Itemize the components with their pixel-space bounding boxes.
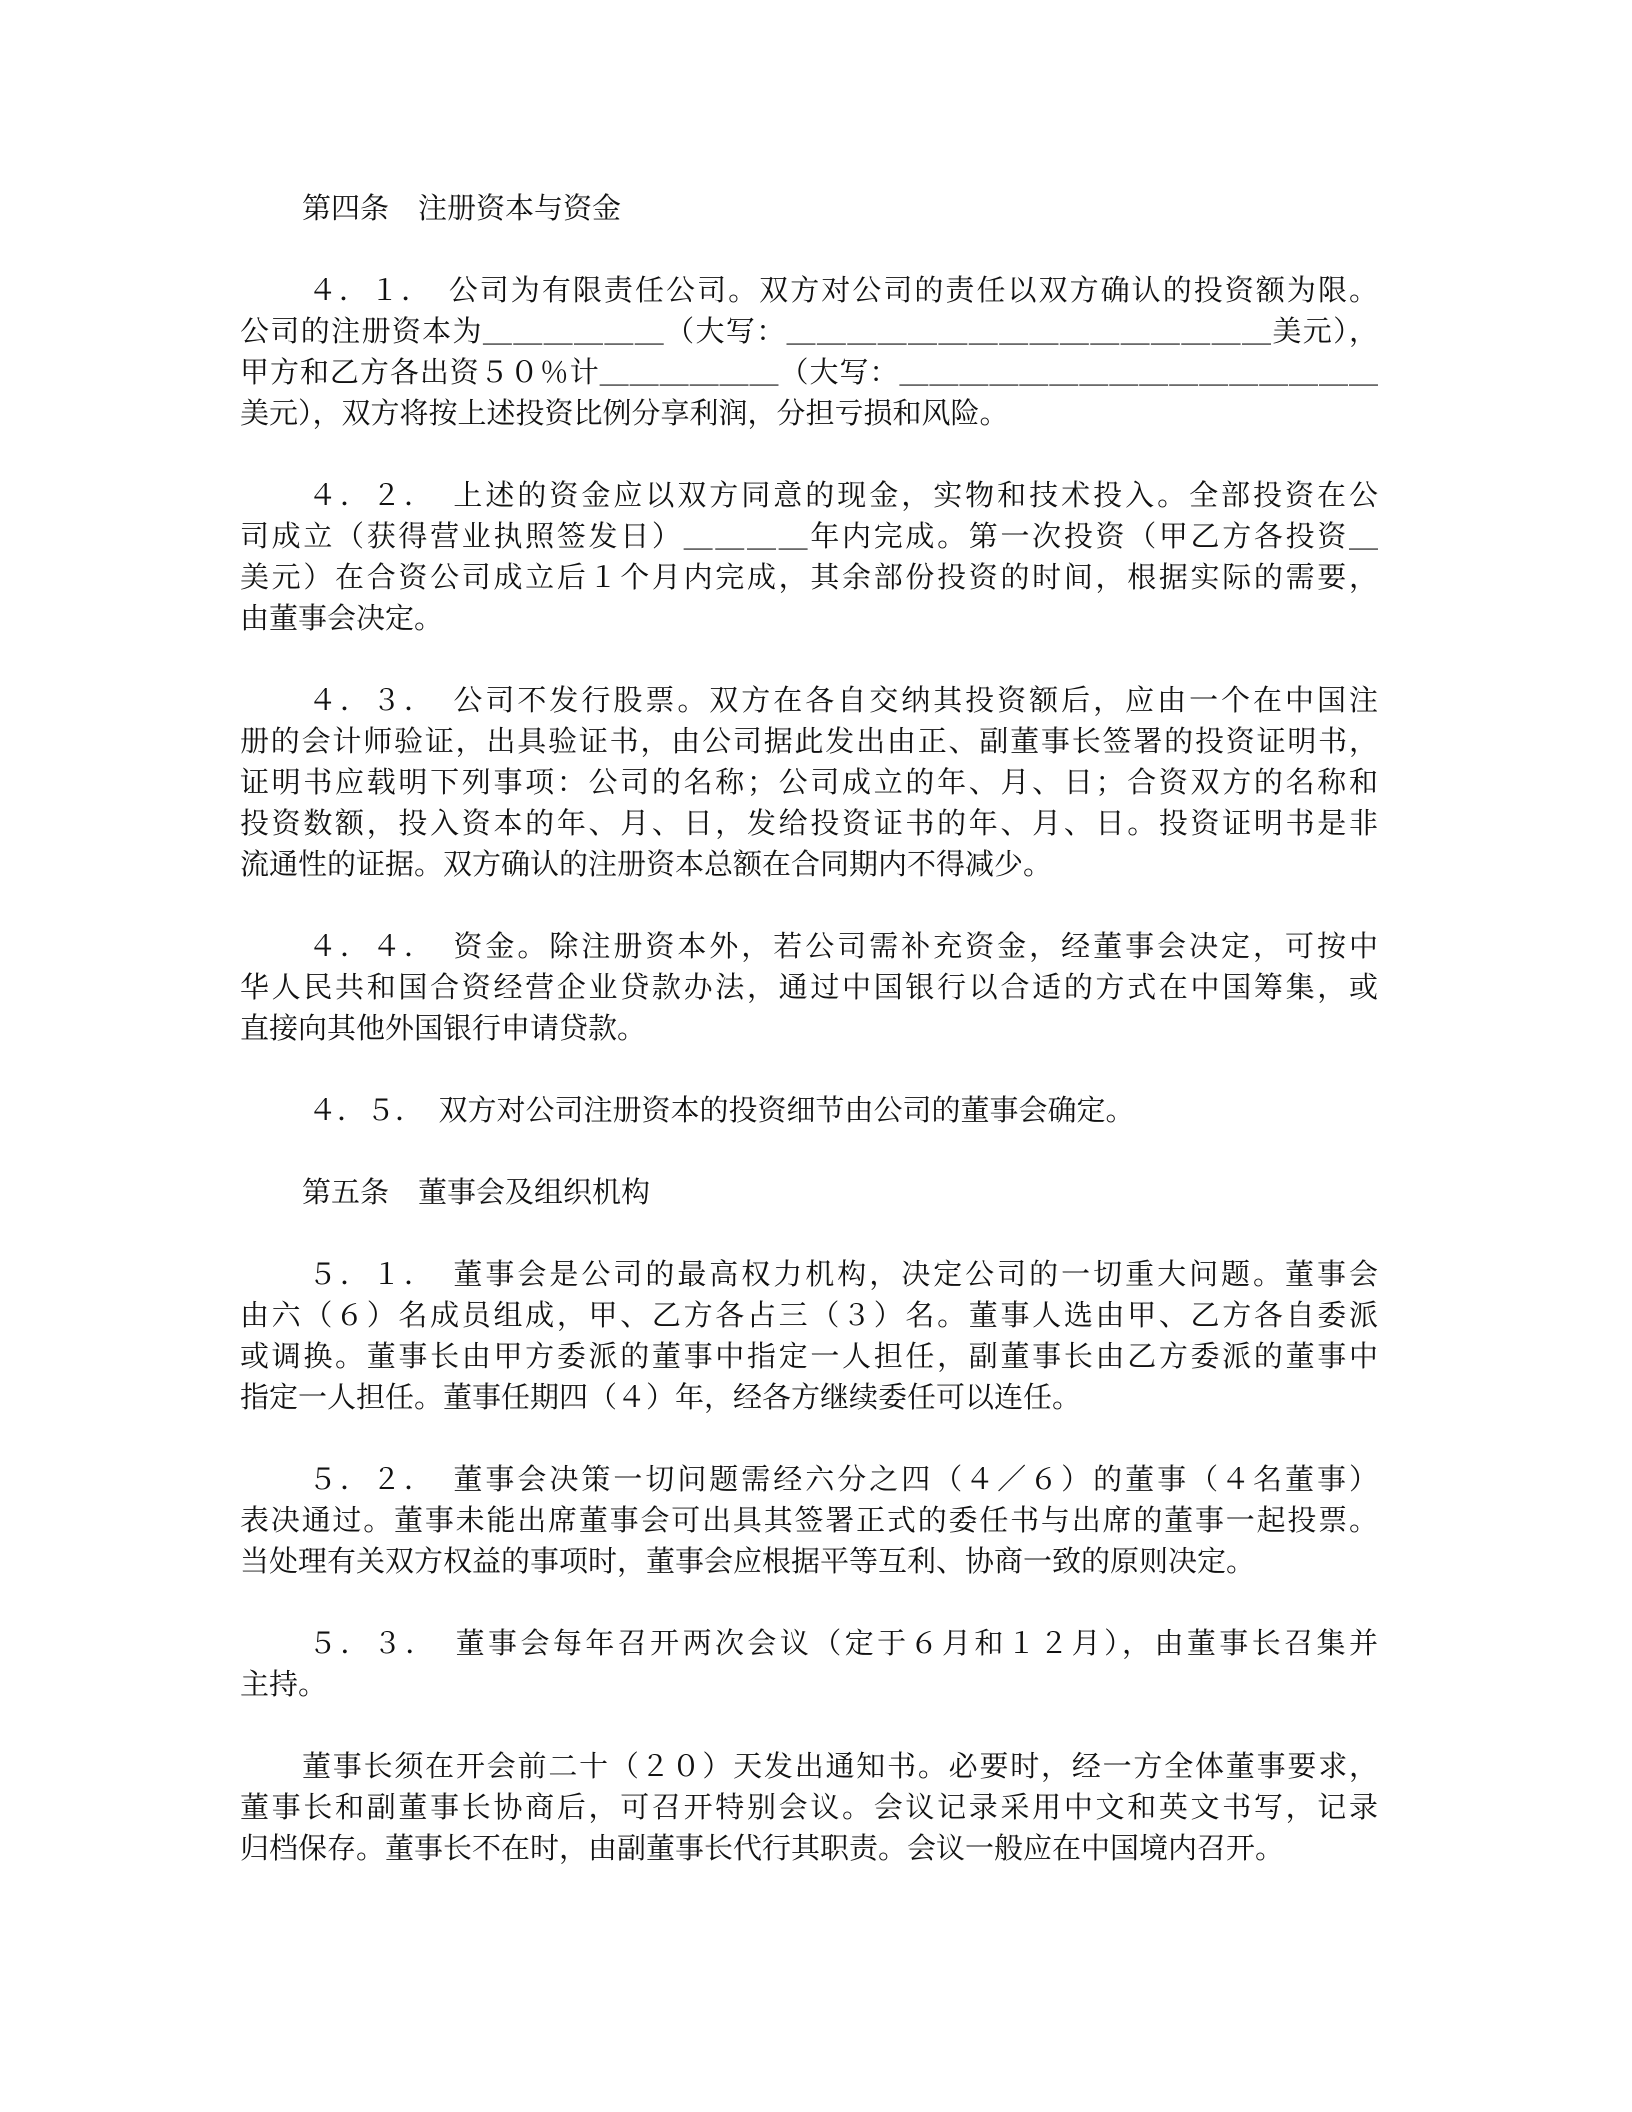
clause-line: 甲方和乙方各出资５０％计＿＿＿＿＿＿（大写：＿＿＿＿＿＿＿＿＿＿＿＿＿＿＿＿ [240, 355, 1378, 389]
clause-line: 司成立（获得营业执照签发日）＿＿＿＿年内完成。第一次投资（甲乙方各投资＿ [240, 519, 1378, 553]
clause-4-1 [240, 270, 1378, 434]
clause-4-4 [240, 926, 1378, 1049]
clause-4-5 [240, 1090, 1378, 1131]
clause-line: ４．４． 资金。除注册资本外，若公司需补充资金，经董事会决定，可按中 [308, 929, 1378, 963]
clause-line: 由六（６）名成员组成，甲、乙方各占三（３）名。董事人选由甲、乙方各自委派 [240, 1298, 1378, 1332]
clause-line: ５．１． 董事会是公司的最高权力机构，决定公司的一切重大问题。董事会 [308, 1257, 1378, 1291]
clause-4-2 [240, 475, 1378, 639]
clause-line: ５．２． 董事会决策一切问题需经六分之四（４／６）的董事（４名董事） [308, 1462, 1378, 1496]
clause-5-3 [240, 1623, 1378, 1705]
clause-line: ４．５． 双方对公司注册资本的投资细节由公司的董事会确定。 [308, 1093, 1135, 1127]
clause-line: 证明书应载明下列事项：公司的名称；公司成立的年、月、日；合资双方的名称和 [240, 765, 1378, 799]
clause-line: 主持。 [240, 1667, 328, 1701]
clause-line: 直接向其他外国银行申请贷款。 [240, 1011, 647, 1045]
clause-line: ４．１． 公司为有限责任公司。双方对公司的责任以双方确认的投资额为限。 [308, 273, 1378, 307]
clause-4-3 [240, 680, 1378, 885]
clause-5-3-continued [240, 1746, 1378, 1869]
clause-line: 投资数额，投入资本的年、月、日，发给投资证书的年、月、日。投资证明书是非 [240, 806, 1378, 840]
clause-line: 指定一人担任。董事任期四（４）年，经各方继续委任可以连任。 [240, 1380, 1082, 1414]
clause-line: 由董事会决定。 [240, 601, 444, 635]
clause-line: 董事长须在开会前二十（２０）天发出通知书。必要时，经一方全体董事要求， [302, 1749, 1378, 1783]
clause-line: 或调换。董事长由甲方委派的董事中指定一人担任，副董事长由乙方委派的董事中 [240, 1339, 1378, 1373]
clause-line: 华人民共和国合资经营企业贷款办法，通过中国银行以合适的方式在中国筹集，或 [240, 970, 1378, 1004]
article-4-heading: 第四条 注册资本与资金 [302, 191, 622, 225]
clause-line: 董事长和副董事长协商后，可召开特别会议。会议记录采用中文和英文书写，记录 [240, 1790, 1378, 1824]
clause-line: 归档保存。董事长不在时，由副董事长代行其职责。会议一般应在中国境内召开。 [240, 1831, 1285, 1865]
clause-line: 当处理有关双方权益的事项时，董事会应根据平等互利、协商一致的原则决定。 [240, 1544, 1256, 1578]
clause-line: 表决通过。董事未能出席董事会可出具其签署正式的委任书与出席的董事一起投票。 [240, 1503, 1378, 1537]
document-page [240, 188, 1378, 1910]
clause-line: 美元）在合资公司成立后１个月内完成，其余部份投资的时间，根据实际的需要， [240, 560, 1378, 594]
clause-line: 流通性的证据。双方确认的注册资本总额在合同期内不得减少。 [240, 847, 1053, 881]
clause-5-1 [240, 1254, 1378, 1418]
clause-5-2 [240, 1459, 1378, 1582]
article-5-heading: 第五条 董事会及组织机构 [302, 1175, 651, 1209]
clause-line: 公司的注册资本为＿＿＿＿＿＿（大写：＿＿＿＿＿＿＿＿＿＿＿＿＿＿＿＿美元）， [240, 314, 1378, 348]
clause-line: ４．３． 公司不发行股票。双方在各自交纳其投资额后，应由一个在中国注 [308, 683, 1378, 717]
clause-line: 美元），双方将按上述投资比例分享利润，分担亏损和风险。 [240, 396, 1009, 430]
clause-line: ４．２． 上述的资金应以双方同意的现金，实物和技术投入。全部投资在公 [308, 478, 1378, 512]
clause-line: 册的会计师验证，出具验证书，由公司据此发出由正、副董事长签署的投资证明书， [240, 724, 1378, 758]
clause-line: ５．３． 董事会每年召开两次会议（定于６月和１２月），由董事长召集并 [308, 1626, 1378, 1660]
